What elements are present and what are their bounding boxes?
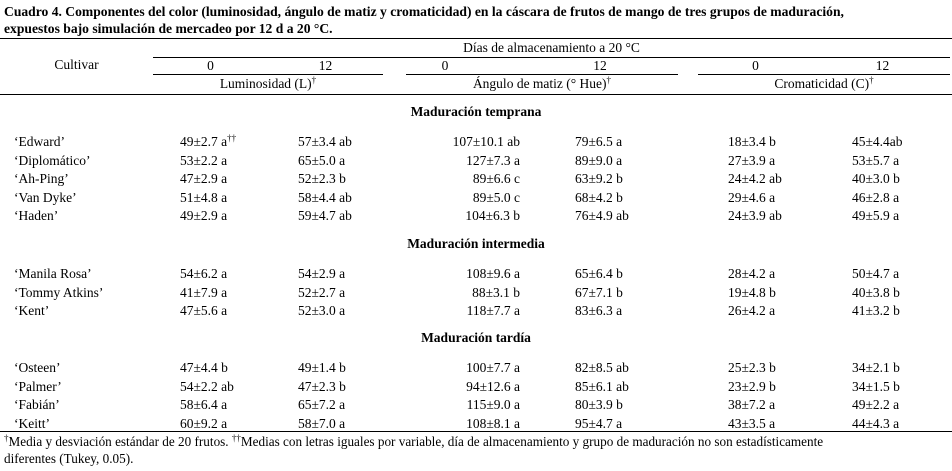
cell-value: 28±4.2 a	[728, 266, 776, 281]
cell-h0	[467, 303, 520, 319]
cell-l12	[298, 134, 352, 150]
header-hue-label: Ángulo de matiz (° Hue)	[472, 76, 607, 91]
cell-c0	[728, 266, 775, 282]
cell-value: ‘Palmer’	[14, 378, 62, 394]
cell-value: 89±5.0 c	[472, 189, 520, 205]
cell-value: 54±2.2 ab	[180, 378, 234, 394]
group-heading: Maduración tardía	[421, 330, 531, 345]
cell-value: 54±6.2 a	[180, 266, 228, 281]
cell-l0	[180, 303, 227, 319]
cell-value: ‘Tommy Atkins’	[14, 284, 104, 300]
cell-value: 53±2.2 a	[180, 152, 228, 168]
cell-h12	[575, 208, 629, 224]
dagger-mark: †	[606, 75, 612, 85]
cell-value: ‘Edward’	[14, 134, 65, 149]
cell-value: 108±8.1 a	[466, 415, 520, 431]
cell-value: 27±3.9 a	[728, 152, 776, 168]
cell-c12	[852, 379, 900, 395]
cell-c0	[728, 153, 775, 169]
cell-value: 65±7.2 a	[298, 397, 346, 412]
cell-c0	[728, 208, 782, 224]
cell-value: 41±3.2 b	[852, 303, 900, 318]
cell-value: 63±9.2 b	[575, 171, 623, 186]
cell-value: 24±4.2 ab	[728, 171, 782, 186]
cell-value: 115±9.0 a	[466, 397, 520, 412]
cell-l0	[180, 208, 227, 224]
footnote	[4, 433, 948, 467]
cell-c12	[852, 190, 899, 206]
cell-h0	[453, 134, 520, 150]
cell-value: ‘Manila Rosa’	[14, 266, 92, 281]
cell-l12	[298, 379, 346, 395]
cell-value: 49±2.2 a	[852, 397, 900, 412]
cell-c12	[852, 285, 900, 301]
cell-l12	[298, 208, 352, 224]
cell-h0	[466, 360, 520, 376]
cell-value: 65±5.0 a	[298, 152, 346, 168]
cell-l12	[298, 303, 345, 319]
cell-h0	[467, 397, 520, 413]
cell-value: 18±3.4 b	[728, 134, 776, 149]
cultivar-name	[14, 360, 60, 376]
cell-value: 58±6.4 a	[180, 397, 228, 412]
cell-value: 47±5.6 a	[180, 303, 228, 318]
cell-value: 95±4.7 a	[575, 415, 623, 431]
cell-value: 19±4.8 b	[728, 284, 776, 300]
cell-l0	[180, 360, 228, 376]
cell-value: 118±7.7 a	[466, 303, 520, 318]
cell-value: 104±6.3 b	[465, 208, 520, 223]
cell-c12	[852, 360, 900, 376]
cell-value: 53±5.7 a	[852, 152, 900, 168]
cell-c0	[728, 379, 776, 395]
cell-value: 85±6.1 ab	[575, 378, 629, 394]
cell-value: 58±7.0 a	[298, 415, 346, 431]
header-chromaticity	[698, 76, 950, 92]
cell-value: 49±5.9 a	[852, 208, 900, 223]
footnote-line-2: diferentes (Tukey, 0.05).	[4, 451, 134, 466]
header-bottom-rule	[0, 94, 952, 95]
cell-value: 59±4.7 ab	[298, 208, 352, 223]
cell-value: 108±9.6 a	[466, 266, 520, 281]
cell-c12	[852, 397, 899, 413]
cell-value: 80±3.9 b	[575, 397, 623, 412]
cell-l0	[180, 266, 227, 282]
cell-value: ‘Osteen’	[14, 360, 61, 375]
cell-c12	[852, 208, 899, 224]
cell-value: 52±3.0 a	[298, 303, 346, 318]
table-caption	[4, 3, 948, 37]
cell-h0	[465, 208, 520, 224]
cell-c0	[728, 397, 775, 413]
cell-value: 47±2.3 b	[298, 378, 346, 394]
footnote-double-dagger: ††	[231, 433, 241, 443]
cell-value: 67±7.1 b	[575, 284, 623, 300]
cell-value: 107±10.1 ab	[452, 134, 520, 149]
caption-line-2: expuestos bajo simulación de mercadeo por 12 d a 20 °C.	[4, 21, 333, 36]
cell-h12	[575, 285, 623, 301]
footnote-text-1: Media y desviación estándar de 20 frutos.	[8, 434, 229, 449]
cell-h12	[575, 134, 622, 150]
cell-value: 24±3.9 ab	[728, 208, 782, 223]
header-luminosity-label: Luminosidad (L)	[219, 76, 312, 91]
cultivar-name	[14, 379, 62, 395]
cell-value: 89±6.6 c	[472, 171, 520, 186]
cell-l0	[180, 416, 227, 432]
cell-value: 79±6.5 a	[575, 134, 623, 149]
cell-value: 44±4.3 a	[852, 415, 900, 431]
cell-c0	[728, 360, 776, 376]
cultivar-name	[14, 134, 65, 150]
cell-value: ‘Ah-Ping’	[14, 171, 69, 186]
cell-value: 49±1.4 b	[298, 360, 346, 375]
cell-value: 49±2.7 a	[180, 134, 228, 149]
cell-value: ‘Keitt’	[14, 415, 50, 431]
cell-value: 58±4.4 ab	[298, 189, 352, 205]
cell-value: 38±7.2 a	[728, 397, 776, 412]
cell-l0	[180, 134, 236, 150]
cell-value: 82±8.5 ab	[575, 360, 629, 375]
cell-h12	[575, 416, 622, 432]
cell-value: 52±2.3 b	[298, 171, 346, 186]
cell-value: 23±2.9 b	[728, 378, 776, 394]
cell-l12	[298, 266, 345, 282]
cell-l12	[298, 190, 352, 206]
cell-l12	[298, 285, 345, 301]
group-heading: Maduración intermedia	[407, 236, 545, 251]
cell-c0	[728, 416, 775, 432]
cell-value: 50±4.7 a	[852, 266, 900, 281]
header-chroma-day12: 12	[875, 58, 890, 73]
cell-h12	[575, 153, 622, 169]
cell-l12	[298, 153, 345, 169]
cell-c0	[728, 303, 775, 319]
cell-c12	[852, 266, 899, 282]
header-lum-day12: 12	[318, 58, 333, 73]
cultivar-name	[14, 153, 90, 169]
cell-c0	[728, 134, 776, 150]
cell-c12	[852, 171, 900, 187]
cell-l0	[180, 379, 234, 395]
cell-value: 100±7.7 a	[466, 360, 520, 375]
cultivar-name	[14, 285, 103, 301]
cell-value: 47±2.9 a	[180, 171, 228, 186]
header-chroma-label: Cromaticidad (C)	[774, 76, 870, 91]
cell-value: 65±6.4 b	[575, 266, 623, 281]
cell-l0	[180, 153, 227, 169]
cell-value: ‘Haden’	[14, 208, 59, 223]
cell-c0	[728, 171, 782, 187]
cell-value: 47±4.4 b	[180, 360, 228, 375]
header-chroma-day0: 0	[752, 58, 759, 73]
cell-value: 60±9.2 a	[180, 415, 228, 431]
cell-h12	[575, 397, 623, 413]
cell-l0	[180, 285, 227, 301]
header-hue-angle	[406, 76, 678, 92]
hue-rule	[406, 74, 678, 75]
cell-h0	[466, 379, 520, 395]
cell-value: 34±2.1 b	[852, 360, 900, 375]
cell-value: 29±4.6 a	[728, 189, 776, 205]
cell-value: ‘Diplomático’	[14, 152, 91, 168]
cultivar-name	[14, 171, 69, 187]
cell-value: 43±3.5 a	[728, 415, 776, 431]
header-hue-day0: 0	[441, 58, 449, 73]
cell-l0	[180, 190, 227, 206]
dagger-mark: †	[869, 75, 874, 85]
cell-l0	[180, 171, 227, 187]
dagger-mark: †	[311, 75, 317, 85]
cell-l0	[180, 397, 227, 413]
cultivar-name	[14, 190, 77, 206]
footnote-ref: ††	[227, 133, 237, 143]
cultivar-name	[14, 303, 49, 319]
cell-h0	[473, 171, 520, 187]
cell-value: 34±1.5 b	[852, 378, 900, 394]
cell-c12	[852, 153, 899, 169]
cell-value: 51±4.8 a	[180, 189, 228, 205]
cultivar-name	[14, 208, 58, 224]
cell-value: 25±2.3 b	[728, 360, 776, 375]
cell-h0	[466, 416, 520, 432]
footnote-text-2: Medias con letras iguales por variable, día de almacenamiento y grupo de maduración no son estadísticamente	[240, 434, 824, 449]
cell-value: ‘Fabián’	[14, 397, 60, 412]
header-cultivar: Cultivar	[54, 57, 99, 72]
footnote-dagger: †	[4, 433, 9, 443]
cell-h0	[466, 266, 520, 282]
caption-line-1: Cuadro 4. Componentes del color (luminosidad, ángulo de matiz y cromaticidad) en la cáscara de frutos de mango de tres grupos de maduración,	[4, 4, 844, 19]
cell-h12	[575, 360, 629, 376]
cultivar-name	[14, 266, 92, 282]
cell-l12	[298, 416, 345, 432]
cultivar-name	[14, 416, 50, 432]
cell-h12	[575, 190, 623, 206]
cell-h0	[473, 190, 520, 206]
cell-l12	[298, 171, 346, 187]
cell-value: 49±2.9 a	[180, 208, 228, 223]
footnote-line-1	[4, 433, 948, 450]
cultivar-name	[14, 397, 60, 413]
cell-value: ‘Kent’	[14, 303, 50, 318]
cell-value: 88±3.1 b	[472, 284, 520, 300]
cell-c12	[852, 134, 903, 150]
cell-l12	[298, 397, 345, 413]
cell-h12	[575, 379, 629, 395]
bottom-rule	[0, 431, 952, 432]
cell-value: 76±4.9 ab	[575, 208, 629, 223]
top-rule	[0, 38, 952, 39]
cell-value: 40±3.0 b	[852, 171, 900, 186]
chroma-rule	[698, 74, 950, 75]
cell-h12	[575, 171, 623, 187]
cell-value: 26±4.2 a	[728, 303, 776, 318]
cell-value: 52±2.7 a	[298, 284, 346, 300]
cell-value: 127±7.3 a	[466, 152, 520, 168]
cell-h0	[472, 285, 520, 301]
header-luminosity	[153, 76, 383, 92]
cell-c12	[852, 416, 899, 432]
lum-rule	[153, 74, 383, 75]
cell-value: 54±2.9 a	[298, 266, 346, 281]
cell-h0	[466, 153, 520, 169]
cell-value: 68±4.2 b	[575, 189, 623, 205]
cell-value: 46±2.8 a	[852, 189, 900, 205]
cell-value: 41±7.9 a	[180, 284, 228, 300]
cell-c12	[852, 303, 900, 319]
cell-l12	[298, 360, 346, 376]
cell-c0	[728, 285, 776, 301]
header-lum-day0: 0	[207, 58, 214, 73]
cell-h12	[575, 303, 622, 319]
cell-value: 83±6.3 a	[575, 303, 623, 318]
cell-value: ‘Van Dyke’	[14, 189, 77, 205]
cell-value: 40±3.8 b	[852, 284, 900, 300]
header-days: Días de almacenamiento a 20 °C	[463, 40, 640, 55]
cell-value: 94±12.6 a	[466, 378, 520, 394]
cell-c0	[728, 190, 775, 206]
cell-value: 57±3.4 ab	[298, 134, 352, 149]
cell-value: 45±4.4ab	[852, 134, 903, 149]
cell-h12	[575, 266, 623, 282]
group-heading: Maduración temprana	[410, 104, 542, 119]
header-hue-day12: 12	[593, 58, 607, 73]
cell-value: 89±9.0 a	[575, 152, 623, 168]
